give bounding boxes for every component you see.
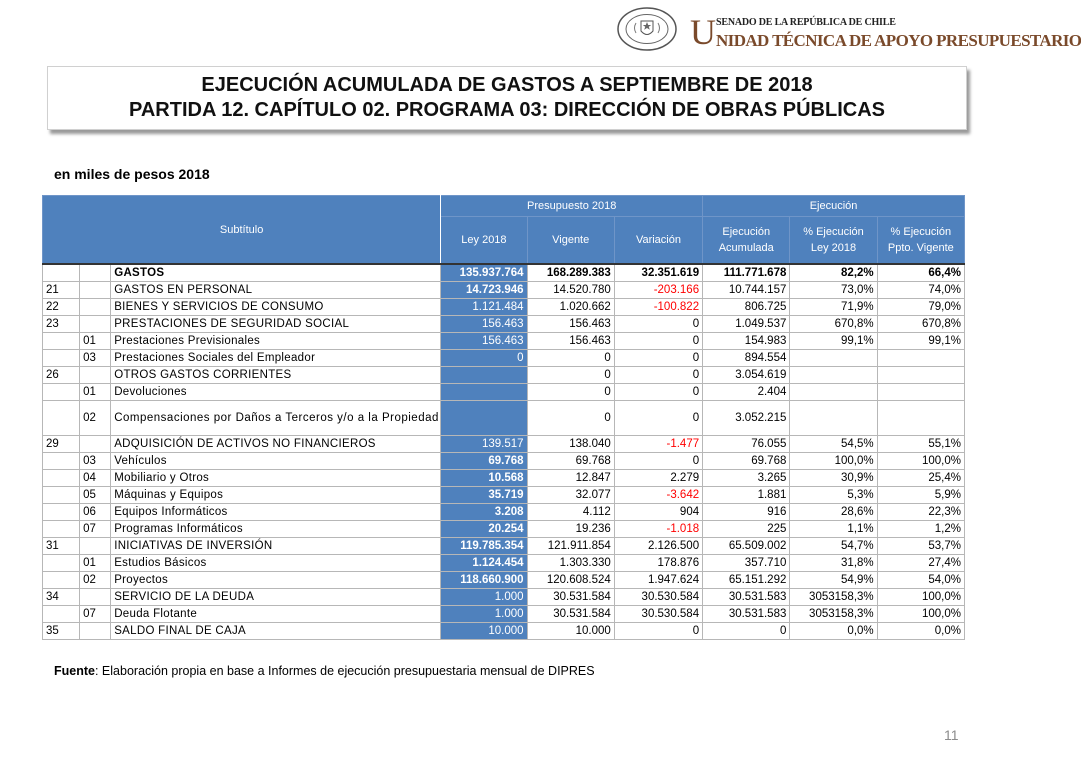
cell-subtitulo: [43, 572, 80, 589]
header-ejecucion: Ejecución: [703, 196, 965, 217]
cell-pct-vigente: [877, 384, 964, 401]
cell-vigente: 1.020.662: [527, 299, 614, 316]
cell-ejecucion: 69.768: [703, 453, 790, 470]
cell-vigente: 156.463: [527, 333, 614, 350]
cell-ley: 156.463: [441, 316, 527, 333]
cell-subtitulo: 29: [43, 436, 80, 453]
cell-item: 07: [80, 521, 111, 538]
cell-subtitulo: 21: [43, 282, 80, 299]
cell-vigente: 14.520.780: [527, 282, 614, 299]
cell-pct-ley: 54,7%: [790, 538, 877, 555]
cell-vigente: 168.289.383: [527, 264, 614, 282]
cell-item: 01: [80, 555, 111, 572]
table-row: [43, 606, 965, 623]
table-row: [43, 555, 965, 572]
cell-name: Prestaciones Previsionales: [111, 333, 441, 350]
cell-pct-vigente: 5,9%: [877, 487, 964, 504]
cell-vigente: 156.463: [527, 316, 614, 333]
cell-variacion: 0: [614, 350, 702, 367]
table-row: [43, 350, 965, 367]
cell-name: BIENES Y SERVICIOS DE CONSUMO: [111, 299, 441, 316]
cell-item: 03: [80, 453, 111, 470]
cell-subtitulo: 26: [43, 367, 80, 384]
cell-ejecucion: 30.531.583: [703, 606, 790, 623]
cell-name: Deuda Flotante: [111, 606, 441, 623]
cell-vigente: 120.608.524: [527, 572, 614, 589]
cell-ley: 10.000: [441, 623, 527, 640]
cell-subtitulo: 34: [43, 589, 80, 606]
cell-variacion: 0: [614, 384, 702, 401]
cell-variacion: 178.876: [614, 555, 702, 572]
cell-pct-ley: 0,0%: [790, 623, 877, 640]
cell-pct-vigente: 74,0%: [877, 282, 964, 299]
table-row: [43, 572, 965, 589]
cell-ejecucion: 65.151.292: [703, 572, 790, 589]
header-presupuesto: Presupuesto 2018: [441, 196, 703, 217]
cell-variacion: 2.279: [614, 470, 702, 487]
cell-ejecucion: 225: [703, 521, 790, 538]
cell-variacion: 32.351.619: [614, 264, 702, 282]
cell-ejecucion: 154.983: [703, 333, 790, 350]
cell-ejecucion: 3.054.619: [703, 367, 790, 384]
cell-pct-ley: 30,9%: [790, 470, 877, 487]
table-row: [43, 504, 965, 521]
cell-vigente: 30.531.584: [527, 606, 614, 623]
cell-pct-vigente: 0,0%: [877, 623, 964, 640]
cell-name: Estudios Básicos: [111, 555, 441, 572]
cell-item: [80, 264, 111, 282]
cell-subtitulo: [43, 453, 80, 470]
table-row: [43, 333, 965, 350]
cell-ley: 118.660.900: [441, 572, 527, 589]
cell-ejecucion: 3.265: [703, 470, 790, 487]
cell-ejecucion: 3.052.215: [703, 401, 790, 436]
cell-pct-ley: 3053158,3%: [790, 606, 877, 623]
cell-pct-vigente: 54,0%: [877, 572, 964, 589]
cell-pct-ley: [790, 401, 877, 436]
cell-ejecucion: 65.509.002: [703, 538, 790, 555]
cell-item: 03: [80, 350, 111, 367]
cell-variacion: -100.822: [614, 299, 702, 316]
cell-pct-ley: 82,2%: [790, 264, 877, 282]
cell-item: [80, 367, 111, 384]
cell-vigente: 0: [527, 367, 614, 384]
table-row: [43, 538, 965, 555]
source-text: : Elaboración propia en base a Informes de ejecución presupuestaria mensual de DIPRES: [94, 664, 595, 678]
cell-ley: 69.768: [441, 453, 527, 470]
cell-item: [80, 538, 111, 555]
cell-pct-ley: [790, 367, 877, 384]
cell-pct-ley: 71,9%: [790, 299, 877, 316]
table-row: [43, 401, 965, 436]
header-pct-ley: % Ejecución Ley 2018: [790, 217, 877, 265]
cell-name: Programas Informáticos: [111, 521, 441, 538]
cell-name: GASTOS EN PERSONAL: [111, 282, 441, 299]
cell-vigente: 12.847: [527, 470, 614, 487]
cell-item: 01: [80, 333, 111, 350]
table-row: [43, 589, 965, 606]
cell-pct-ley: 3053158,3%: [790, 589, 877, 606]
cell-name: INICIATIVAS DE INVERSIÓN: [111, 538, 441, 555]
cell-vigente: 138.040: [527, 436, 614, 453]
cell-ley: 1.121.484: [441, 299, 527, 316]
cell-subtitulo: 22: [43, 299, 80, 316]
page-number: 11: [944, 727, 959, 743]
senate-seal-logo: [616, 7, 678, 51]
table-row: [43, 487, 965, 504]
cell-variacion: -203.166: [614, 282, 702, 299]
cell-subtitulo: 35: [43, 623, 80, 640]
cell-pct-ley: [790, 350, 877, 367]
cell-name: Proyectos: [111, 572, 441, 589]
cell-ley: 3.208: [441, 504, 527, 521]
cell-subtitulo: [43, 504, 80, 521]
cell-subtitulo: [43, 350, 80, 367]
cell-name: SERVICIO DE LA DEUDA: [111, 589, 441, 606]
cell-name: Máquinas y Equipos: [111, 487, 441, 504]
cell-name: ADQUISICIÓN DE ACTIVOS NO FINANCIEROS: [111, 436, 441, 453]
cell-pct-vigente: [877, 350, 964, 367]
cell-item: [80, 589, 111, 606]
senate-name: SENADO DE LA REPÚBLICA DE CHILE: [716, 17, 896, 28]
source-label: Fuente: [54, 664, 95, 678]
header-vigente: Vigente: [527, 217, 614, 265]
cell-ley: 1.000: [441, 606, 527, 623]
cell-variacion: -1.018: [614, 521, 702, 538]
cell-pct-ley: [790, 384, 877, 401]
table-row: [43, 299, 965, 316]
cell-pct-vigente: [877, 401, 964, 436]
cell-vigente: 0: [527, 384, 614, 401]
cell-variacion: 30.530.584: [614, 589, 702, 606]
cell-subtitulo: 31: [43, 538, 80, 555]
cell-ley: 1.000: [441, 589, 527, 606]
cell-ejecucion: 1.881: [703, 487, 790, 504]
cell-ejecucion: 10.744.157: [703, 282, 790, 299]
table-row: [43, 521, 965, 538]
header-pct-vigente: % Ejecución Ppto. Vigente: [877, 217, 964, 265]
cell-variacion: -3.642: [614, 487, 702, 504]
cell-name: SALDO FINAL DE CAJA: [111, 623, 441, 640]
cell-vigente: 0: [527, 401, 614, 436]
cell-variacion: 0: [614, 623, 702, 640]
cell-item: 02: [80, 572, 111, 589]
cell-name: Devoluciones: [111, 384, 441, 401]
cell-variacion: 0: [614, 367, 702, 384]
table-row: [43, 384, 965, 401]
cell-pct-ley: 31,8%: [790, 555, 877, 572]
cell-variacion: 0: [614, 316, 702, 333]
cell-vigente: 32.077: [527, 487, 614, 504]
title-line-2: PARTIDA 12. CAPÍTULO 02. PROGRAMA 03: DIRECCIÓN DE OBRAS PÚBLICAS: [128, 99, 885, 121]
brand-initial: U: [690, 12, 716, 52]
cell-pct-ley: 73,0%: [790, 282, 877, 299]
cell-pct-ley: 54,9%: [790, 572, 877, 589]
cell-ley: [441, 384, 527, 401]
cell-subtitulo: [43, 384, 80, 401]
cell-subtitulo: [43, 264, 80, 282]
cell-name: Vehículos: [111, 453, 441, 470]
cell-ejecucion: 0: [703, 623, 790, 640]
cell-variacion: -1.477: [614, 436, 702, 453]
cell-ley: 0: [441, 350, 527, 367]
cell-name: Equipos Informáticos: [111, 504, 441, 521]
cell-vigente: 10.000: [527, 623, 614, 640]
cell-ejecucion: 894.554: [703, 350, 790, 367]
cell-ley: [441, 401, 527, 436]
cell-subtitulo: [43, 487, 80, 504]
cell-item: 01: [80, 384, 111, 401]
cell-subtitulo: [43, 555, 80, 572]
cell-ejecucion: 1.049.537: [703, 316, 790, 333]
cell-variacion: 0: [614, 401, 702, 436]
cell-pct-vigente: 99,1%: [877, 333, 964, 350]
header-ley: Ley 2018: [441, 217, 527, 265]
cell-variacion: 0: [614, 453, 702, 470]
cell-vigente: 121.911.854: [527, 538, 614, 555]
cell-pct-vigente: 670,8%: [877, 316, 964, 333]
cell-name: PRESTACIONES DE SEGURIDAD SOCIAL: [111, 316, 441, 333]
cell-pct-vigente: 55,1%: [877, 436, 964, 453]
cell-pct-ley: 100,0%: [790, 453, 877, 470]
cell-item: [80, 299, 111, 316]
cell-pct-ley: 5,3%: [790, 487, 877, 504]
cell-item: 06: [80, 504, 111, 521]
slide-title-box: [47, 66, 967, 130]
cell-pct-vigente: 53,7%: [877, 538, 964, 555]
cell-item: 02: [80, 401, 111, 436]
cell-vigente: 4.112: [527, 504, 614, 521]
cell-ley: 35.719: [441, 487, 527, 504]
cell-ley: 10.568: [441, 470, 527, 487]
table-row: [43, 316, 965, 333]
budget-execution-table: [42, 195, 965, 640]
unit-name: NIDAD TÉCNICA DE APOYO PRESUPUESTARIO: [716, 31, 1081, 50]
cell-ejecucion: 916: [703, 504, 790, 521]
table-row: [43, 436, 965, 453]
cell-subtitulo: [43, 606, 80, 623]
cell-subtitulo: [43, 470, 80, 487]
cell-item: [80, 436, 111, 453]
cell-vigente: 1.303.330: [527, 555, 614, 572]
units-note: en miles de pesos 2018: [54, 166, 210, 182]
cell-ley: 14.723.946: [441, 282, 527, 299]
cell-ley: 135.937.764: [441, 264, 527, 282]
cell-ley: 139.517: [441, 436, 527, 453]
cell-item: [80, 316, 111, 333]
cell-pct-vigente: 25,4%: [877, 470, 964, 487]
cell-ley: [441, 367, 527, 384]
cell-subtitulo: [43, 401, 80, 436]
cell-pct-vigente: [877, 367, 964, 384]
cell-pct-ley: 670,8%: [790, 316, 877, 333]
table-row: [43, 623, 965, 640]
cell-subtitulo: 23: [43, 316, 80, 333]
cell-variacion: 2.126.500: [614, 538, 702, 555]
header-ejecucion-acumulada: Ejecución Acumulada: [703, 217, 790, 265]
table-row: [43, 453, 965, 470]
cell-ejecucion: 30.531.583: [703, 589, 790, 606]
cell-name: GASTOS: [111, 264, 441, 282]
cell-pct-vigente: 27,4%: [877, 555, 964, 572]
cell-pct-ley: 28,6%: [790, 504, 877, 521]
cell-variacion: 0: [614, 333, 702, 350]
cell-ejecucion: 357.710: [703, 555, 790, 572]
table-row: [43, 282, 965, 299]
cell-pct-ley: 1,1%: [790, 521, 877, 538]
cell-ejecucion: 111.771.678: [703, 264, 790, 282]
cell-name: Mobiliario y Otros: [111, 470, 441, 487]
cell-ley: 20.254: [441, 521, 527, 538]
cell-name: Prestaciones Sociales del Empleador: [111, 350, 441, 367]
cell-subtitulo: [43, 333, 80, 350]
cell-variacion: 30.530.584: [614, 606, 702, 623]
cell-vigente: 19.236: [527, 521, 614, 538]
cell-item: [80, 623, 111, 640]
cell-pct-vigente: 1,2%: [877, 521, 964, 538]
table-row: [43, 367, 965, 384]
cell-ley: 156.463: [441, 333, 527, 350]
cell-item: 05: [80, 487, 111, 504]
cell-pct-vigente: 100,0%: [877, 589, 964, 606]
cell-pct-vigente: 79,0%: [877, 299, 964, 316]
cell-vigente: 30.531.584: [527, 589, 614, 606]
cell-ejecucion: 2.404: [703, 384, 790, 401]
cell-item: 07: [80, 606, 111, 623]
cell-pct-vigente: 22,3%: [877, 504, 964, 521]
cell-ley: 1.124.454: [441, 555, 527, 572]
cell-vigente: 0: [527, 350, 614, 367]
header-variacion: Variación: [614, 217, 702, 265]
cell-ejecucion: 76.055: [703, 436, 790, 453]
cell-pct-ley: 99,1%: [790, 333, 877, 350]
cell-variacion: 904: [614, 504, 702, 521]
table-row-total: [43, 264, 965, 282]
source-note: [54, 664, 595, 678]
cell-name: OTROS GASTOS CORRIENTES: [111, 367, 441, 384]
cell-pct-ley: 54,5%: [790, 436, 877, 453]
cell-pct-vigente: 100,0%: [877, 606, 964, 623]
header-subtitulo: Subtítulo: [43, 196, 441, 265]
cell-pct-vigente: 66,4%: [877, 264, 964, 282]
title-line-1: EJECUCIÓN ACUMULADA DE GASTOS A SEPTIEMBRE DE 2018: [201, 74, 813, 96]
cell-name: Compensaciones por Daños a Terceros y/o a la Propiedad: [111, 401, 441, 436]
cell-ley: 119.785.354: [441, 538, 527, 555]
cell-ejecucion: 806.725: [703, 299, 790, 316]
cell-item: 04: [80, 470, 111, 487]
cell-pct-vigente: 100,0%: [877, 453, 964, 470]
cell-subtitulo: [43, 521, 80, 538]
cell-vigente: 69.768: [527, 453, 614, 470]
table-row: [43, 470, 965, 487]
cell-variacion: 1.947.624: [614, 572, 702, 589]
cell-item: [80, 282, 111, 299]
